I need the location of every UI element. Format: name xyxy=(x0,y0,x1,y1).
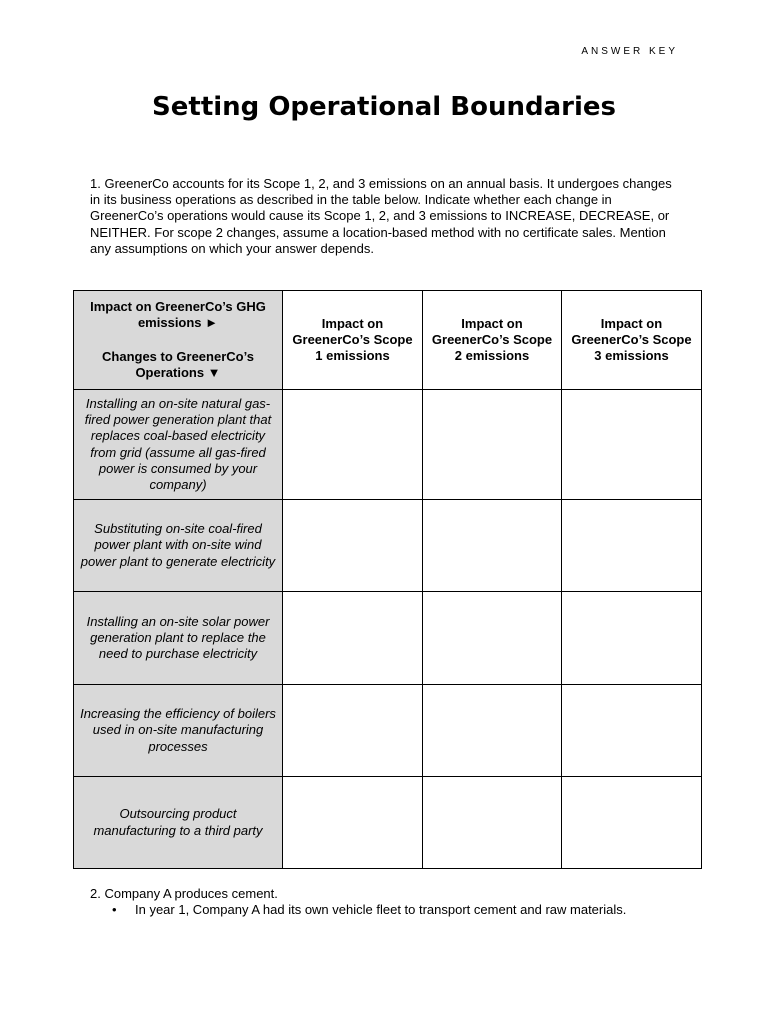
table-row xyxy=(74,500,702,592)
scope-3-answer-cell[interactable] xyxy=(562,592,702,685)
question-2 xyxy=(90,886,710,918)
scope-1-answer-cell[interactable] xyxy=(283,390,423,500)
question-2-text: 2. Company A produces cement. xyxy=(90,886,278,901)
row-change-description: Installing an on-site solar power generation plant to replace the need to purchase electricity xyxy=(74,592,283,685)
scope-1-answer-cell[interactable] xyxy=(283,685,423,777)
scope-3-answer-cell[interactable] xyxy=(562,390,702,500)
question-2-bullet-item xyxy=(90,902,710,918)
question-1-text: 1. GreenerCo accounts for its Scope 1, 2, and 3 emissions on an annual basis. It undergoes changes in its business operations as described in the table below. Indicate whether each change in GreenerCo’s operations would cause its Scope 1, 2, and 3 emissions to INCREASE, DECREASE, or NEITHER. For scope 2 changes, assume a location-based method with no certificate sales. Mention any assumptions on which your answer depends. xyxy=(90,176,672,256)
scope-2-answer-cell[interactable] xyxy=(423,777,562,869)
scope-2-answer-cell[interactable] xyxy=(423,592,562,685)
table-row xyxy=(74,685,702,777)
scope-2-answer-cell[interactable] xyxy=(423,685,562,777)
row-change-description: Increasing the efficiency of boilers used in on-site manufacturing processes xyxy=(74,685,283,777)
table-corner-header xyxy=(74,291,283,390)
operations-impact-table xyxy=(73,290,702,869)
corner-spacer xyxy=(80,331,276,349)
bullet-icon: • xyxy=(112,902,117,918)
row-change-description: Outsourcing product manufacturing to a third party xyxy=(74,777,283,869)
scope-1-answer-cell[interactable] xyxy=(283,592,423,685)
scope-3-answer-cell[interactable] xyxy=(562,777,702,869)
scope-2-answer-cell[interactable] xyxy=(423,390,562,500)
question-2-bullet-text: In year 1, Company A had its own vehicle fleet to transport cement and raw materials. xyxy=(135,902,627,918)
table-row xyxy=(74,592,702,685)
row-change-description: Substituting on-site coal-fired power plant with on-site wind power plant to generate electricity xyxy=(74,500,283,592)
corner-impact-label: Impact on GreenerCo’s GHG emissions ► xyxy=(90,298,266,330)
table-row xyxy=(74,777,702,869)
table-row xyxy=(74,390,702,500)
scope-1-answer-cell[interactable] xyxy=(283,777,423,869)
column-header-scope-1: Impact on GreenerCo’s Scope 1 emissions xyxy=(283,291,423,390)
column-header-scope-2: Impact on GreenerCo’s Scope 2 emissions xyxy=(423,291,562,390)
table-header-row xyxy=(74,291,702,390)
answer-key-label: ANSWER KEY xyxy=(581,46,678,57)
corner-changes-label: Changes to GreenerCo’s Operations ▼ xyxy=(102,349,254,381)
scope-3-answer-cell[interactable] xyxy=(562,685,702,777)
row-change-description: Installing an on-site natural gas-fired power generation plant that replaces coal-based electricity from grid (assume all gas-fired power is consumed by your company) xyxy=(74,390,283,500)
column-header-scope-3: Impact on GreenerCo’s Scope 3 emissions xyxy=(562,291,702,390)
scope-2-answer-cell[interactable] xyxy=(423,500,562,592)
scope-1-answer-cell[interactable] xyxy=(283,500,423,592)
scope-3-answer-cell[interactable] xyxy=(562,500,702,592)
page-title: Setting Operational Boundaries xyxy=(152,92,616,122)
